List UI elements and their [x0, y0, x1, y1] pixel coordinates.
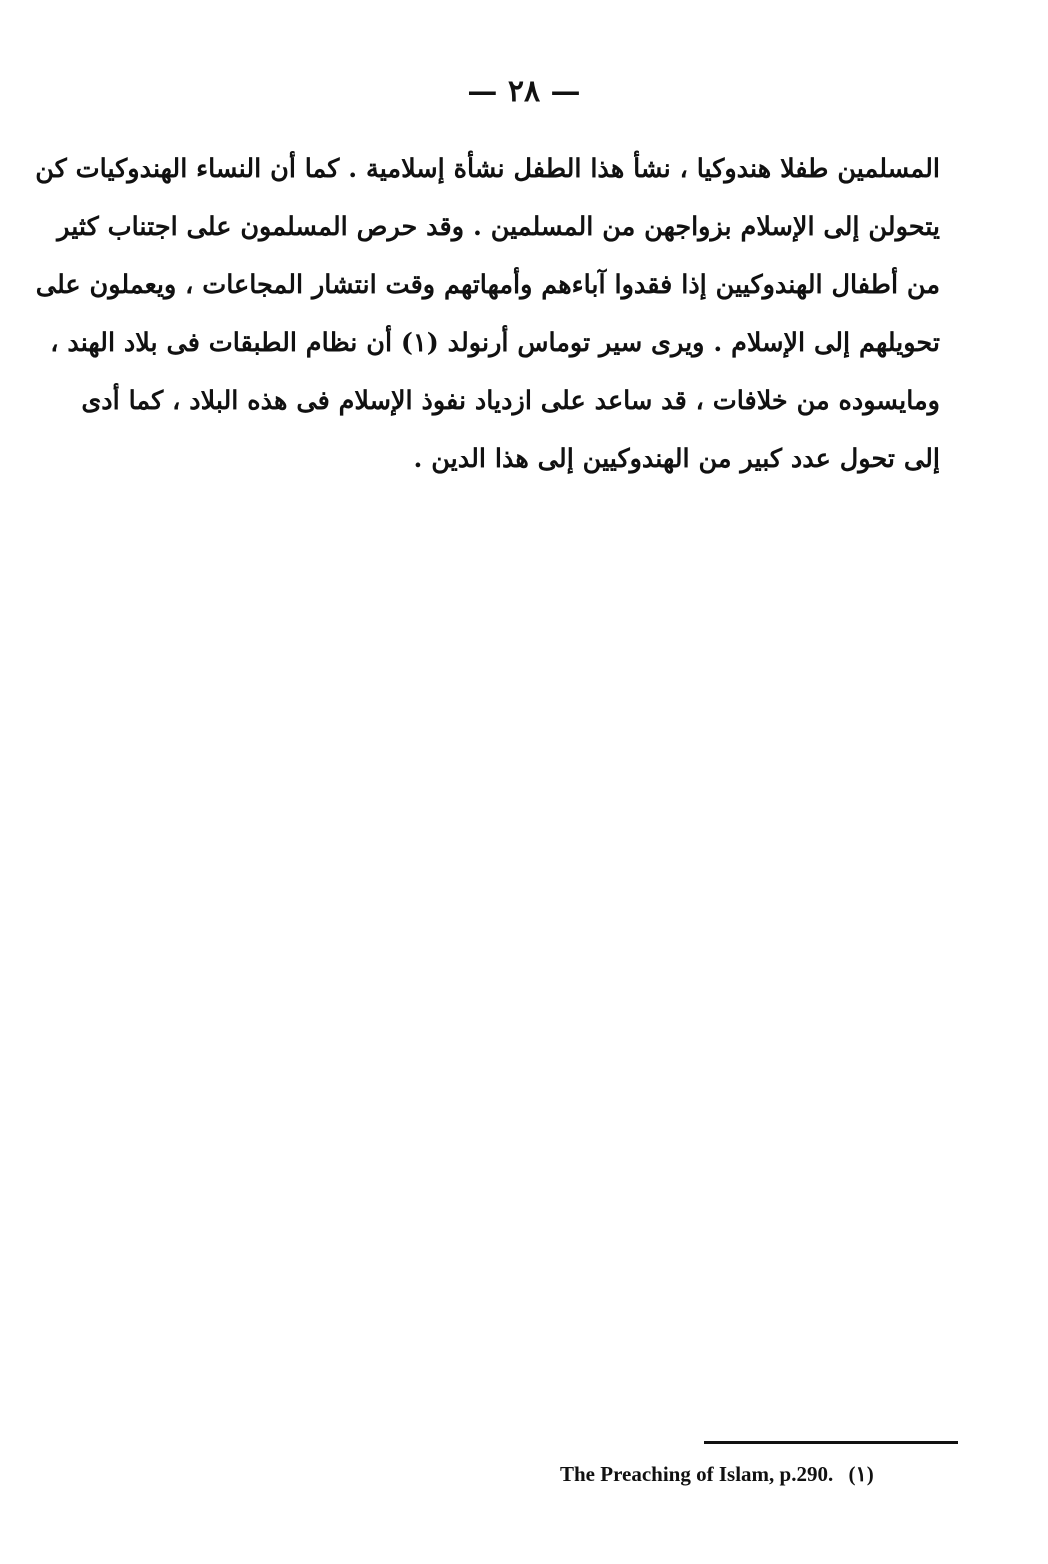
footnote-marker: (١) [848, 1462, 874, 1486]
footnote [560, 1462, 910, 1487]
body-line: من أطفال الهندوكيين إذا فقدوا آباءهم وأمهاتهم وقت انتشار المجاعات ، ويعملون على [35, 270, 940, 300]
page-number: — ٢٨ — [467, 74, 581, 109]
body-line: إلى تحول عدد كبير من الهندوكيين إلى هذا الدين . [413, 444, 940, 474]
footnote-divider [704, 1441, 958, 1444]
body-line: المسلمين طفلا هندوكيا ، نشأ هذا الطفل نشأة إسلامية . كما أن النساء الهندوكيات كن [35, 154, 940, 184]
body-line: تحويلهم إلى الإسلام . ويرى سير توماس أرنولد (١) أن نظام الطبقات فى بلاد الهند ، [50, 328, 940, 358]
body-line: ومايسوده من خلافات ، قد ساعد على ازدياد نفوذ الإسلام فى هذه البلاد ، كما أدى [81, 386, 940, 416]
body-line: يتحولن إلى الإسلام بزواجهن من المسلمين . وقد حرص المسلمون على اجتناب كثير [57, 212, 940, 242]
body-paragraph [35, 140, 940, 488]
footnote-text: The Preaching of Islam, p.290. [560, 1462, 834, 1486]
